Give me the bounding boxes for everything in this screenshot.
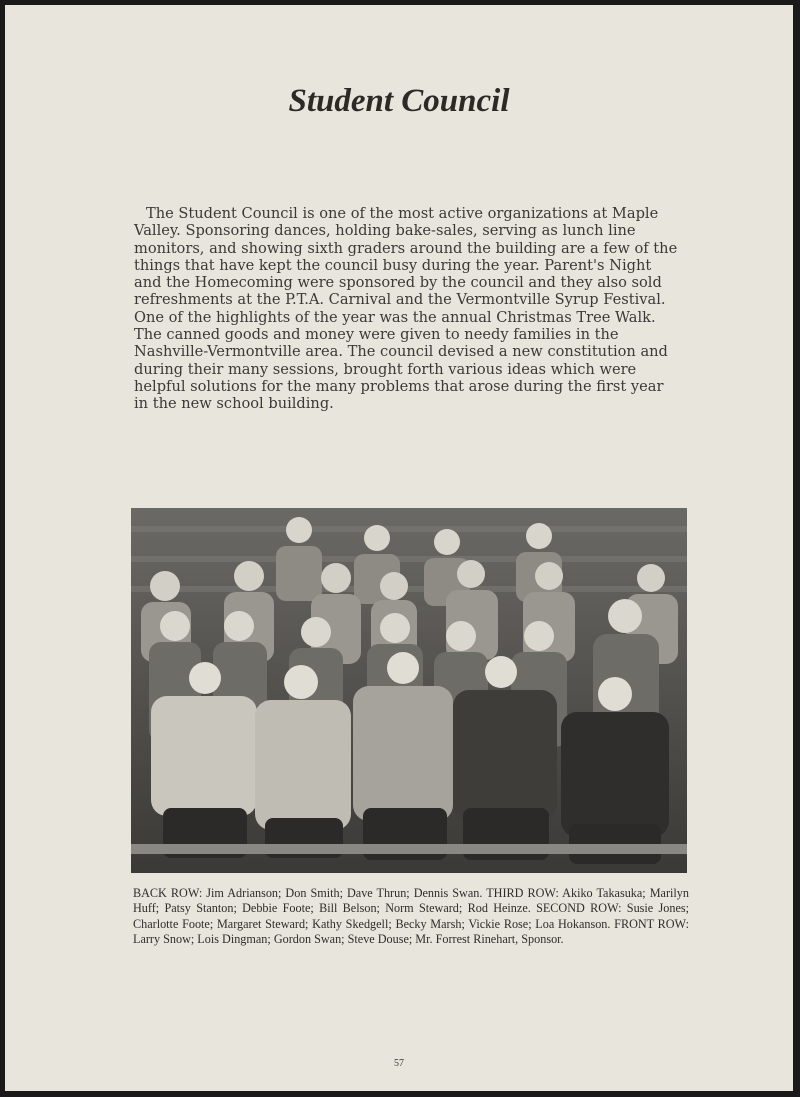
page-number: 57	[394, 1058, 404, 1069]
group-photo	[131, 508, 687, 873]
photo-caption: BACK ROW: Jim Adrianson; Don Smith; Dave Thrun; Dennis Swan. THIRD ROW: Akiko Takasuka; Marilyn Huff; Patsy Stanton; Debbie Foote; Bill Belson; Norm Steward; Rod Heinze. SECOND ROW: Susie Jones; Charlotte Foote; Margaret Steward; Kathy Skedgell; Becky Marsh; Vickie Rose; Loa Hokanson. FRONT ROW: Larry Snow; Lois Dingman; Gordon Swan; Steve Douse; Mr. Forrest Rinehart, Sponsor.	[133, 886, 689, 947]
yearbook-page	[5, 5, 793, 1091]
group-photo-illustration	[131, 508, 687, 873]
body-paragraph: The Student Council is one of the most active organizations at Maple Valley. Sponsoring dances, holding bake-sales, serving as lunch line monitors, and showing sixth graders around the building are a few of the things that have kept the council busy during the year. Parent's Night and the Homecoming were sponsored by the council and they also sold refreshments at the P.T.A. Carnival and the Vermontville Syrup Festival. One of the highlights of the year was the annual Christmas Tree Walk. The canned goods and money were given to needy families in the Nashville-Vermontville area. The council devised a new constitution and during their many sessions, brought forth various ideas which were helpful solutions for the many problems that arose during the first year in the new school building.	[134, 205, 678, 413]
page-title: Student Council	[288, 83, 510, 119]
